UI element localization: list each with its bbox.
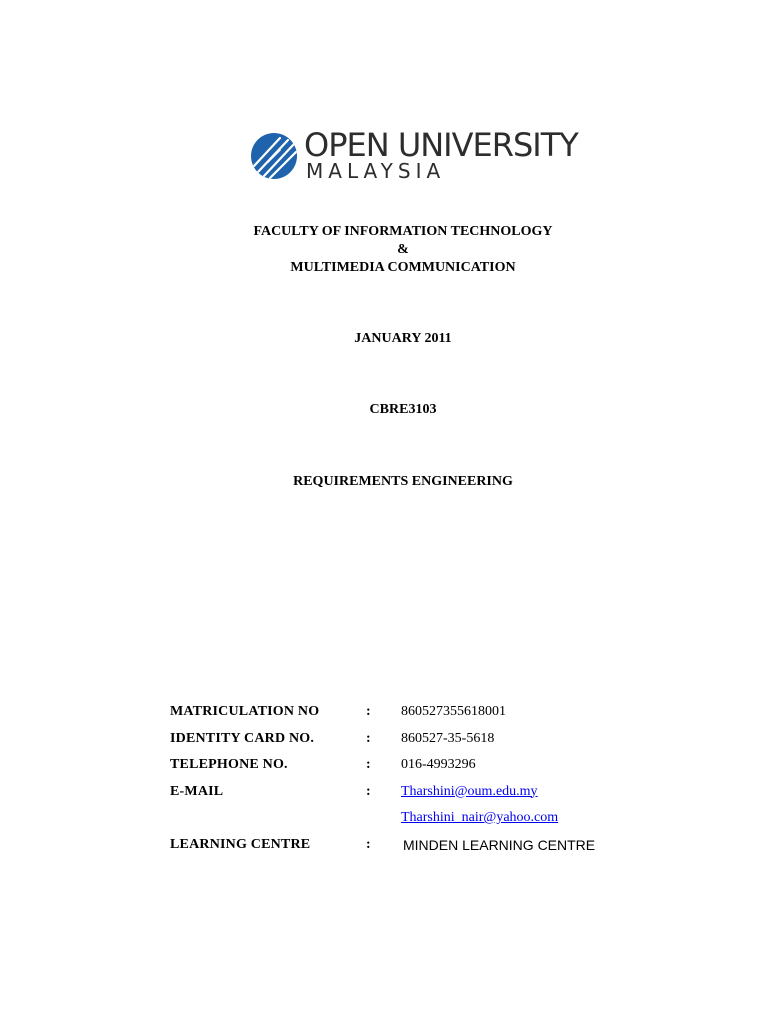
faculty-ampersand: & (397, 242, 409, 257)
semester-date: JANUARY 2011 (354, 331, 452, 346)
course-code: CBRE3103 (369, 402, 437, 417)
faculty-name-line2: MULTIMEDIA COMMUNICATION (290, 260, 516, 275)
separator-colon: : (366, 730, 371, 746)
separator-colon: : (366, 783, 371, 799)
logo-wordmark-line2: MALAYSIA (306, 159, 446, 183)
email-link-primary[interactable]: Tharshini@oum.edu.my (401, 783, 538, 799)
matriculation-label: MATRICULATION NO (170, 704, 320, 719)
university-logo (250, 126, 578, 188)
learning-centre-value: MINDEN LEARNING CENTRE (403, 836, 596, 853)
telephone-label: TELEPHONE NO. (170, 757, 288, 772)
learning-centre-label: LEARNING CENTRE (170, 836, 311, 852)
separator-colon: : (366, 704, 371, 719)
telephone-value: 016-4993296 (401, 757, 476, 772)
oum-globe-logo-icon (250, 132, 298, 180)
matriculation-value: 860527355618001 (401, 704, 506, 719)
identity-card-label: IDENTITY CARD NO. (170, 730, 315, 746)
separator-colon: : (366, 757, 371, 772)
logo-wordmark-line1: OPEN UNIVERSITY (304, 126, 578, 164)
email-value-secondary (401, 810, 558, 826)
identity-card-value: 860527-35-5618 (401, 730, 495, 746)
faculty-name-line1: FACULTY OF INFORMATION TECHNOLOGY (253, 224, 553, 239)
email-value-primary (401, 784, 538, 800)
email-label: E-MAIL (170, 783, 224, 799)
email-link-secondary[interactable]: Tharshini_nair@yahoo.com (401, 810, 559, 825)
separator-colon: : (366, 836, 371, 852)
course-title: REQUIREMENTS ENGINEERING (293, 474, 513, 489)
